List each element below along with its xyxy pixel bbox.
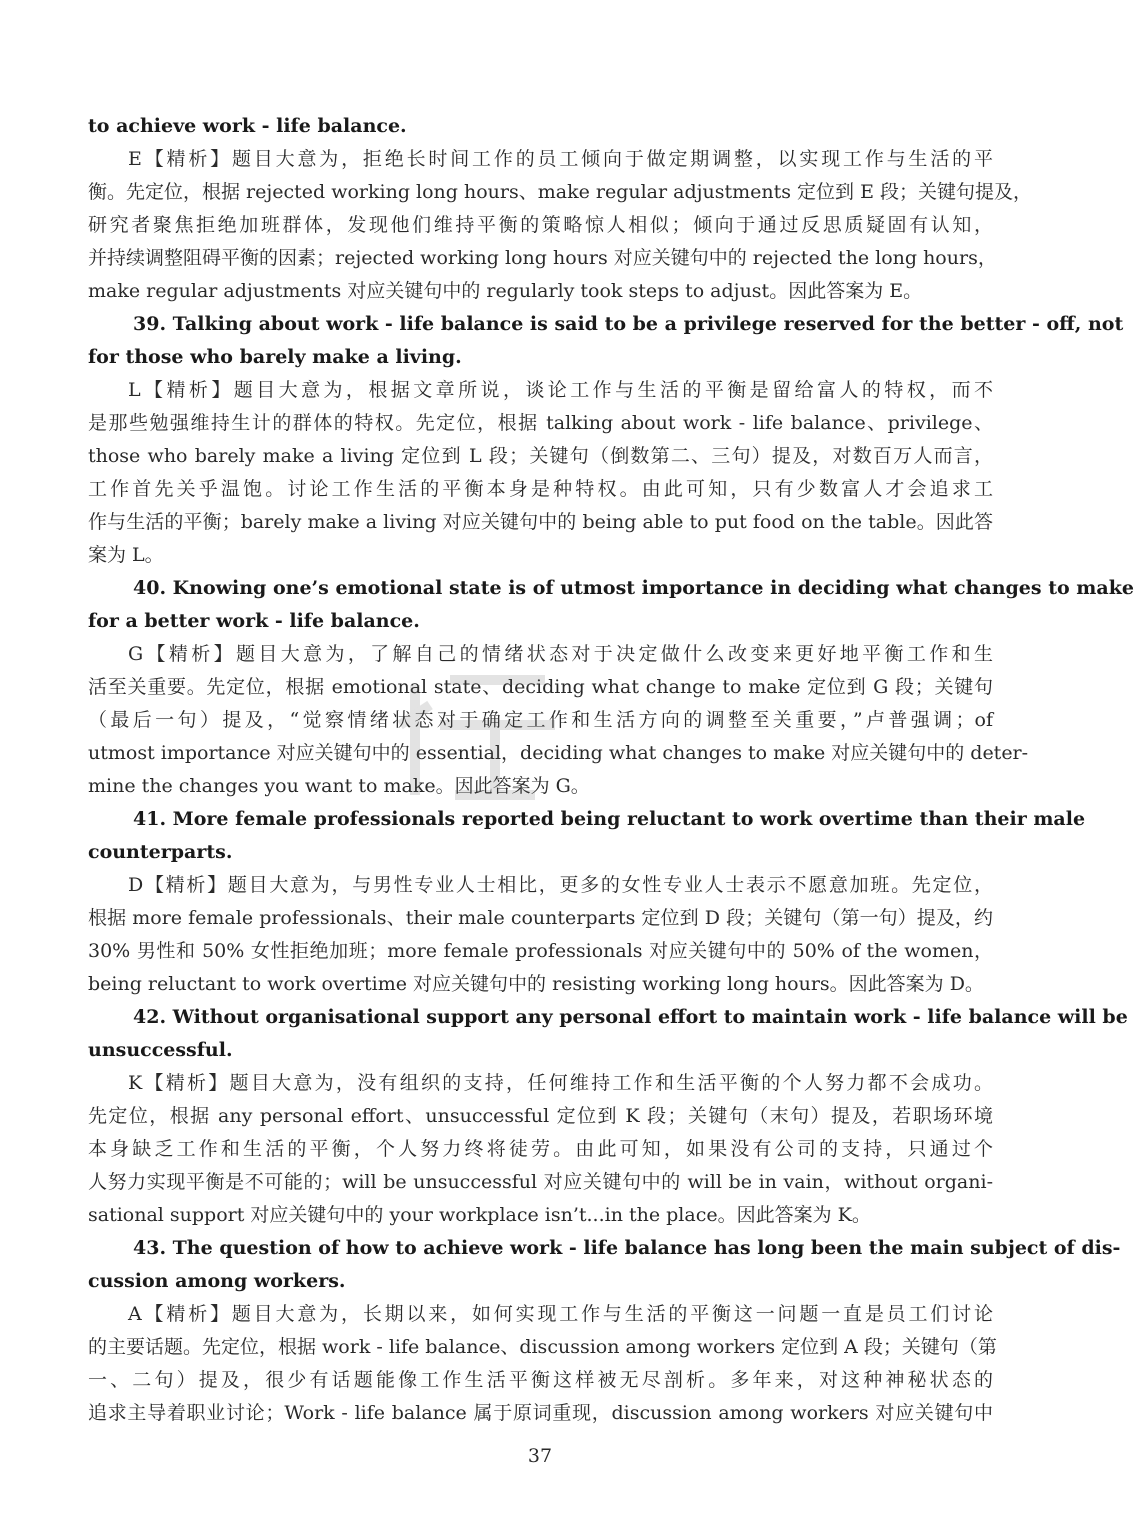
analysis-line: 根据 more female professionals、their male counterparts 定位到 D 段；关键句（第一句）提及，约 xyxy=(88,907,993,929)
analysis-line: （最后一句）提及，“觉察情绪状态对于确定工作和生活方向的调整至关重要，”卢普强调；of xyxy=(88,709,993,731)
analysis-line: those who barely make a living 定位到 L 段；关键句（倒数第二、三句）提及，对数百万人而言， xyxy=(88,445,993,467)
analysis-line: 并持续调整阻碍平衡的因素；rejected working long hours 对应关键句中的 rejected the long hours， xyxy=(88,247,997,269)
analysis-line: 工作首先关乎温饱。讨论工作生活的平衡本身是种特权。由此可知，只有少数富人才会追求工 xyxy=(88,478,993,500)
analysis-line: 衡。先定位，根据 rejected working long hours、make regular adjustments 定位到 E 段；关键句提及， xyxy=(88,181,1033,203)
analysis-line: G【精析】题目大意为，了解自己的情绪状态对于决定做什么改变来更好地平衡工作和生 xyxy=(128,643,993,665)
analysis-line: A【精析】题目大意为，长期以来，如何实现工作与生活的平衡这一问题一直是员工们讨论 xyxy=(128,1303,993,1325)
analysis-line: sational support 对应关键句中的 your workplace isn’t...in the place。因此答案为 K。 xyxy=(88,1204,871,1226)
analysis-line: 案为 L。 xyxy=(88,544,164,566)
analysis-line: D【精析】题目大意为，与男性专业人士相比，更多的女性专业人士表示不愿意加班。先定位， xyxy=(128,874,993,896)
analysis-line: utmost importance 对应关键句中的 essential，deciding what changes to make 对应关键句中的 deter- xyxy=(88,742,1029,764)
analysis-line: 30% 男性和 50% 女性拒绝加班；more female professionals 对应关键句中的 50% of the women， xyxy=(88,940,993,962)
analysis-line: 的主要话题。先定位，根据 work - life balance、discussion among workers 定位到 A 段；关键句（第 xyxy=(88,1336,997,1358)
analysis-line: 活至关重要。先定位，根据 emotional state、deciding what change to make 定位到 G 段；关键句 xyxy=(88,676,993,698)
analysis-line: K【精析】题目大意为，没有组织的支持，任何维持工作和生活平衡的个人努力都不会成功。 xyxy=(128,1072,993,1094)
question-line: 42. Without organisational support any personal effort to maintain work - life balance will be xyxy=(133,1006,1128,1028)
question-line: 39. Talking about work - life balance is said to be a privilege reserved for the better - off, not xyxy=(133,313,1124,335)
analysis-line: 作与生活的平衡；barely make a living 对应关键句中的 being able to put food on the table。因此答 xyxy=(88,511,993,533)
page-number: 37 xyxy=(527,1445,553,1467)
analysis-line: 一、二句）提及，很少有话题能像工作生活平衡这样被无尽剖析。多年来，对这种神秘状态的 xyxy=(88,1369,993,1391)
question-line: 41. More female professionals reported being reluctant to work overtime than their male xyxy=(133,808,1086,830)
analysis-line: mine the changes you want to make。因此答案为 G。 xyxy=(88,775,590,797)
analysis-line: 追求主导着职业讨论；Work - life balance 属于原词重现，discussion among workers 对应关键句中 xyxy=(88,1402,993,1424)
analysis-line: 人努力实现平衡是不可能的；will be unsuccessful 对应关键句中的 will be in vain，without organi- xyxy=(88,1171,993,1193)
document-body xyxy=(88,110,1134,1430)
analysis-line: L【精析】题目大意为，根据文章所说，谈论工作与生活的平衡是留给富人的特权，而不 xyxy=(128,379,993,401)
question-line: counterparts. xyxy=(88,841,233,863)
analysis-line: 是那些勉强维持生计的群体的特权。先定位，根据 talking about work - life balance、privilege、 xyxy=(88,412,993,434)
analysis-line: being reluctant to work overtime 对应关键句中的 resisting working long hours。因此答案为 D。 xyxy=(88,973,984,995)
analysis-line: 本身缺乏工作和生活的平衡，个人努力终将徒劳。由此可知，如果没有公司的支持，只通过个 xyxy=(88,1138,993,1160)
analysis-line: E【精析】题目大意为，拒绝长时间工作的员工倾向于做定期调整，以实现工作与生活的平 xyxy=(128,148,993,170)
analysis-line: make regular adjustments 对应关键句中的 regularly took steps to adjust。因此答案为 E。 xyxy=(88,280,923,302)
question-line: 43. The question of how to achieve work - life balance has long been the main subject of dis- xyxy=(133,1237,1121,1259)
question-line: for those who barely make a living. xyxy=(88,346,462,368)
question-line: 40. Knowing one’s emotional state is of utmost importance in deciding what changes to make xyxy=(133,577,1134,599)
question-line: to achieve work - life balance. xyxy=(88,115,407,137)
question-line: cussion among workers. xyxy=(88,1270,346,1292)
analysis-line: 先定位，根据 any personal effort、unsuccessful 定位到 K 段；关键句（末句）提及，若职场环境 xyxy=(88,1105,993,1127)
analysis-line: 研究者聚焦拒绝加班群体，发现他们维持平衡的策略惊人相似；倾向于通过反思质疑固有认知， xyxy=(88,214,993,236)
question-line: unsuccessful. xyxy=(88,1039,233,1061)
question-line: for a better work - life balance. xyxy=(88,610,420,632)
